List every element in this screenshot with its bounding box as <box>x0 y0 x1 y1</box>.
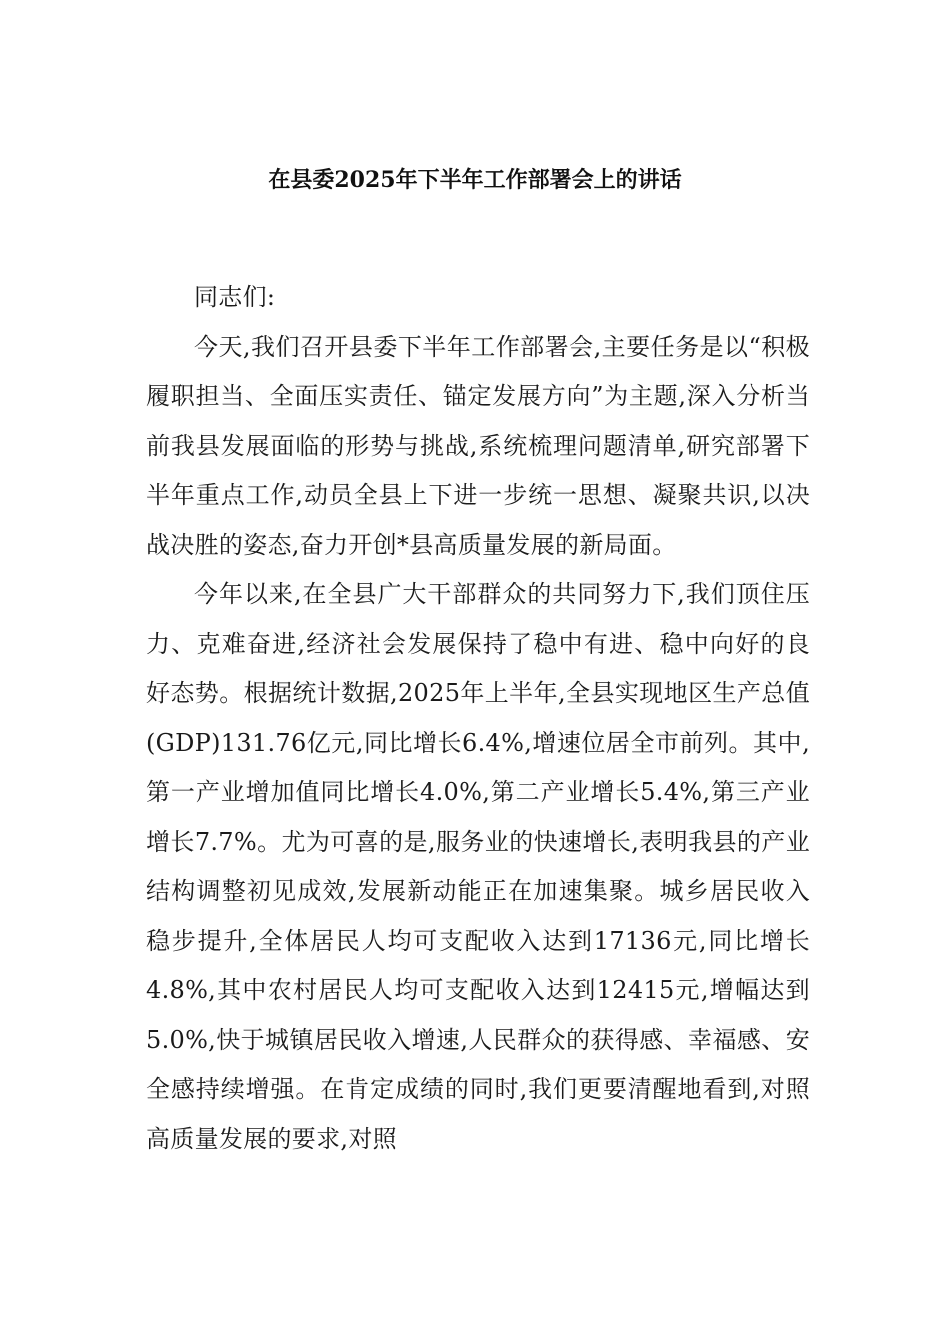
speech-body <box>146 273 810 1164</box>
paragraph-intro: 今天,我们召开县委下半年工作部署会,主要任务是以“积极履职担当、全面压实责任、锚定发展方向”为主题,深入分析当前我县发展面临的形势与挑战,系统梳理问题清单,研究部署下半年重点工作,动员全县上下进一步统一思想、凝聚共识,以决战决胜的姿态,奋力开创*县高质量发展的新局面。 <box>146 332 810 559</box>
page-title: 在县委2025年下半年工作部署会上的讲话 <box>268 167 682 193</box>
paragraph-review: 今年以来,在全县广大干部群众的共同努力下,我们顶住压力、克难奋进,经济社会发展保持了稳中有进、稳中向好的良好态势。根据统计数据,2025年上半年,全县实现地区生产总值(GDP)131.76亿元,同比增长6.4%,增速位居全市前列。其中,第一产业增加值同比增长4.0%,第二产业增长5.4%,第三产业增长7.7%。尤为可喜的是,服务业的快速增长,表明我县的产业结构调整初见成效,发展新动能正在加速集聚。城乡居民收入稳步提升,全体居民人均可支配收入达到17136元,同比增长4.8%,其中农村居民人均可支配收入达到12415元,增幅达到5.0%,快于城镇居民收入增速,人民群众的获得感、幸福感、安全感持续增强。在肯定成绩的同时,我们更要清醒地看到,对照高质量发展的要求,对照 <box>146 580 810 1153</box>
greeting: 同志们: <box>194 283 276 311</box>
